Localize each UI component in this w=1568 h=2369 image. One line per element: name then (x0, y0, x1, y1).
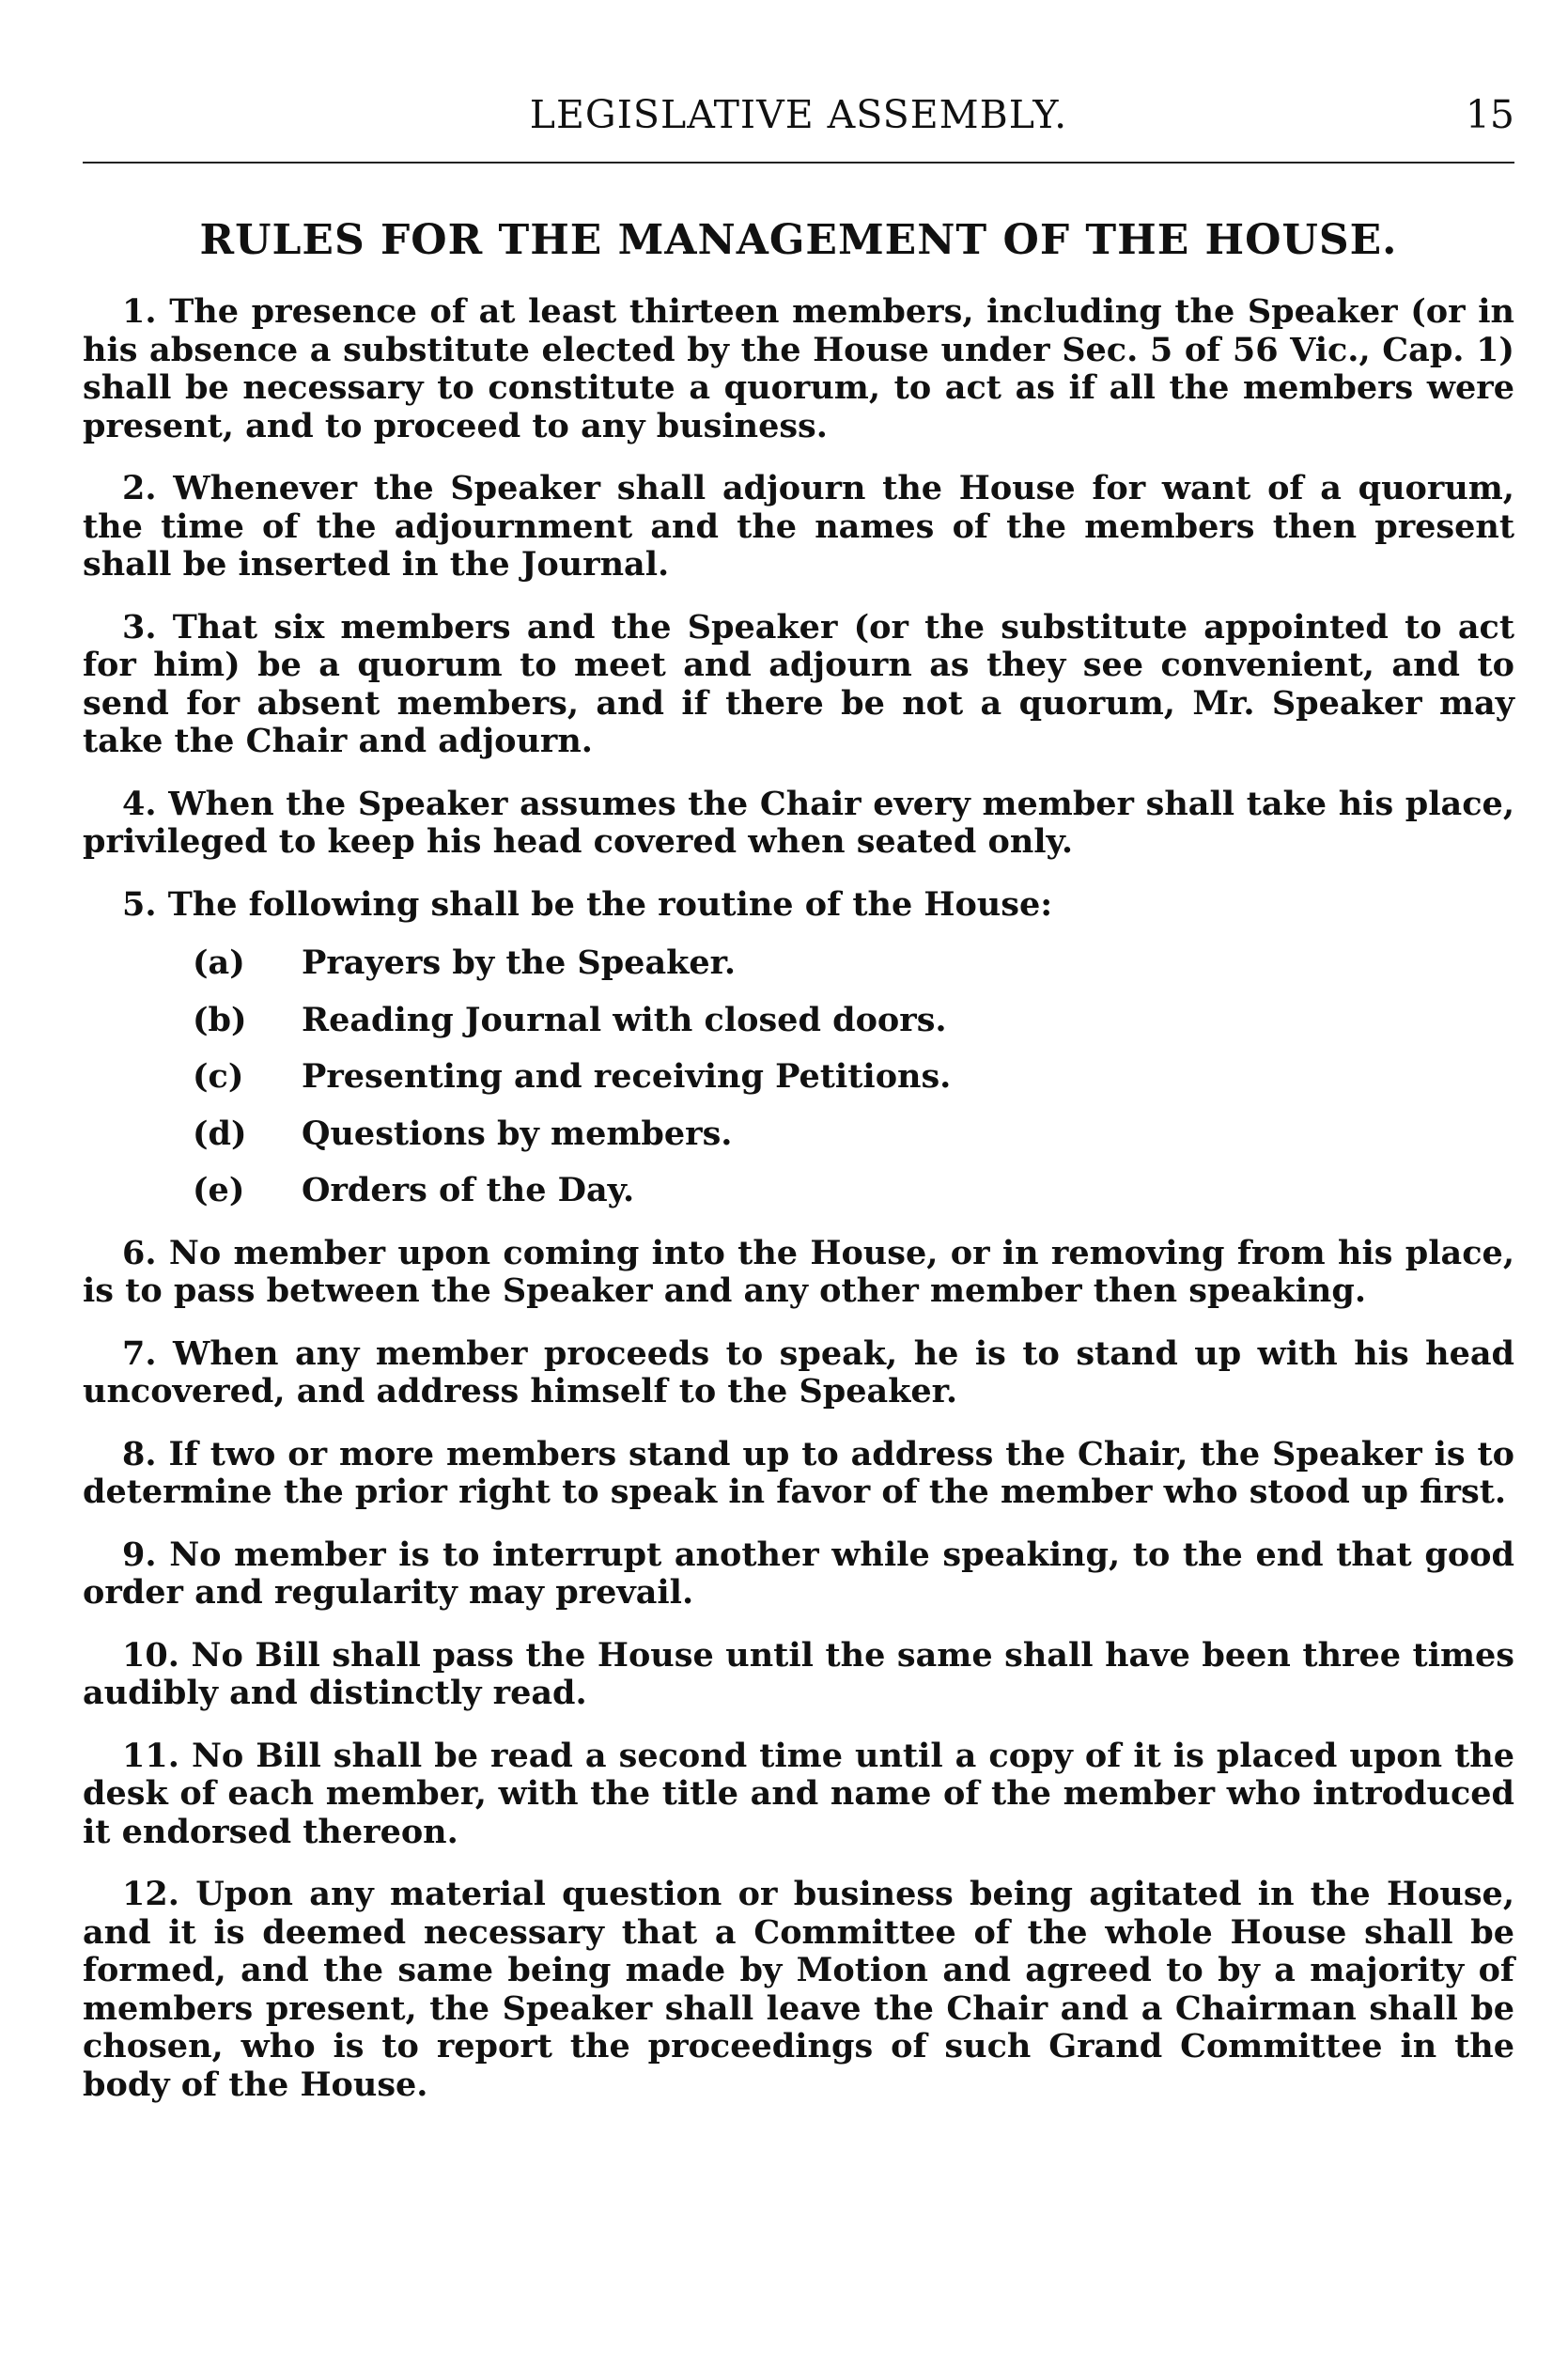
rule-text: No Bill shall be read a second time until a copy of it is placed upon the desk of each member, with the title and name of the member who introduced it endorsed thereon. (83, 1736, 1514, 1851)
routine-letter: (e) (193, 1171, 245, 1209)
routine-text: Reading Journal with closed doors. (302, 1000, 947, 1039)
rule-text: The following shall be the routine of the House: (167, 884, 1053, 924)
rule-10 (83, 1637, 1514, 1713)
rule-7 (83, 1335, 1514, 1411)
routine-item (193, 1115, 1514, 1154)
rule-number: 7. (122, 1333, 157, 1373)
routine-item (193, 1002, 1514, 1040)
page-number: 15 (1465, 92, 1514, 137)
rule-number: 9. (122, 1535, 157, 1574)
rule-4 (83, 786, 1514, 862)
routine-letter: (a) (193, 943, 245, 982)
rule-9 (83, 1536, 1514, 1613)
rule-8 (83, 1436, 1514, 1512)
rule-text: The presence of at least thirteen members, including the Speaker (or in his absence a substitute elected by the House under Sec. 5 of 56 Vic., Cap. 1) shall be necessary to constitute a quorum, to act as if all the members were present, and to proceed to any business. (83, 292, 1514, 445)
rule-text: If two or more members stand up to address the Chair, the Speaker is to determine the prior right to speak in favor of the member who stood up first. (83, 1434, 1514, 1511)
rule-11 (83, 1738, 1514, 1852)
routine-letter: (d) (193, 1114, 247, 1153)
rule-2 (83, 470, 1514, 584)
routine-letter: (b) (193, 1000, 247, 1039)
page-header (83, 86, 1514, 143)
routine-text: Prayers by the Speaker. (302, 943, 737, 982)
rule-number: 4. (122, 784, 157, 823)
rule-6 (83, 1235, 1514, 1311)
rule-text: No member upon coming into the House, or in removing from his place, is to pass between the Speaker and any other member then speaking. (83, 1233, 1515, 1310)
rule-number: 2. (122, 469, 157, 507)
routine-text: Orders of the Day. (302, 1171, 635, 1209)
routine-text: Questions by members. (302, 1114, 733, 1153)
section-title: RULES FOR THE MANAGEMENT OF THE HOUSE. (199, 216, 1398, 264)
rule-text: Whenever the Speaker shall adjourn the House for want of a quorum, the time of the adjournment and the names of the members then present shall be inserted in the Journal. (83, 469, 1514, 584)
rule-12 (83, 1876, 1514, 2104)
rule-number: 1. (122, 292, 157, 331)
rule-text: When any member proceeds to speak, he is to stand up with his head uncovered, and address himself to the Speaker. (83, 1333, 1514, 1410)
routine-item (193, 944, 1514, 983)
rule-number: 3. (122, 607, 157, 647)
routine-item (193, 1172, 1514, 1210)
header-rule (83, 162, 1514, 164)
rule-number: 8. (122, 1434, 157, 1473)
rules-body (83, 293, 1514, 2128)
rule-text: That six members and the Speaker (or the substitute appointed to act for him) be a quorum to meet and adjourn as they see convenient, and to send for absent members, and if there be not a quorum, Mr. Speaker may take the Chair and adjourn. (83, 607, 1514, 760)
rule-3 (83, 609, 1514, 761)
rule-number: 11. (122, 1736, 179, 1775)
routine-letter: (c) (193, 1057, 244, 1096)
rule-number: 5. (122, 884, 157, 924)
document-page (83, 0, 1514, 2369)
routine-text: Presenting and receiving Petitions. (302, 1057, 952, 1096)
routine-list (83, 944, 1514, 1210)
rule-number: 10. (122, 1635, 179, 1675)
rule-number: 6. (122, 1233, 157, 1272)
rule-text: No member is to interrupt another while speaking, to the end that good order and regularity may prevail. (83, 1535, 1514, 1612)
rule-text: When the Speaker assumes the Chair every member shall take his place, privileged to keep his head covered when seated only. (83, 784, 1515, 861)
routine-item (193, 1058, 1514, 1097)
rule-text: Upon any material question or business being agitated in the House, and it is deemed necessary that a Committee of the whole House shall be formed, and the same being made by Motion and agreed to by a majority of members present, the Speaker shall leave the Chair and a Chairman shall be chosen, who is to report the proceedings of such Grand Committee in the body of the House. (83, 1875, 1514, 2104)
rule-text: No Bill shall pass the House until the same shall have been three times audibly and distinctly read. (83, 1635, 1515, 1712)
running-title: LEGISLATIVE ASSEMBLY. (529, 92, 1068, 137)
rule-number: 12. (122, 1875, 179, 1913)
rule-1 (83, 293, 1514, 445)
rule-5 (83, 886, 1514, 925)
